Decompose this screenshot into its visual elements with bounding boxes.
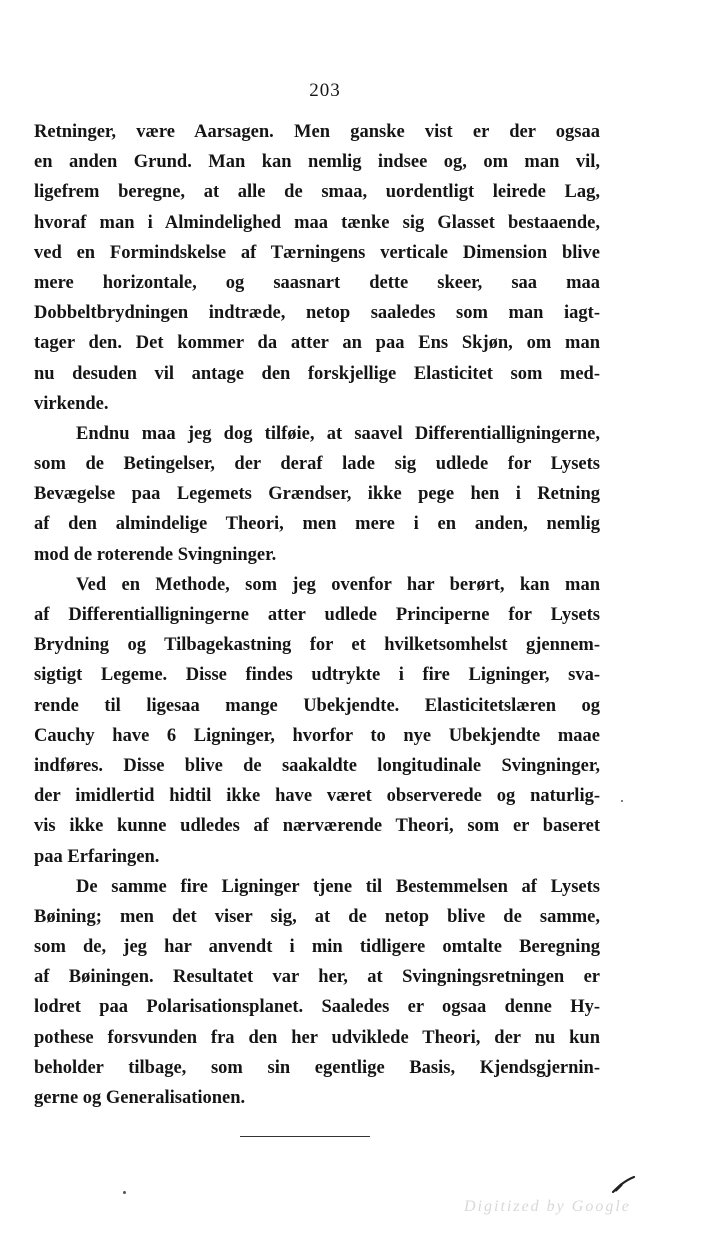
page-number: 203 xyxy=(309,80,341,101)
text-line: Cauchy have 6 Ligninger, hvorfor to nye Ubekjendte maae xyxy=(34,725,600,746)
text-line: som de Betingelser, der deraf lade sig udlede for Lysets xyxy=(34,454,600,475)
text-line: lodret paa Polarisationsplanet. Saaledes er ogsaa denne Hy- xyxy=(34,997,600,1018)
text-line: rende til ligesaa mange Ubekjendte. Elasticitetslæren og xyxy=(34,695,600,716)
text-line: en anden Grund. Man kan nemlig indsee og, om man vil, xyxy=(34,152,600,173)
text-line: virkende. xyxy=(34,393,109,414)
text-line: Bøining; men det viser sig, at de netop blive de samme, xyxy=(34,906,600,927)
text-line: hvoraf man i Almindelighed maa tænke sig Glasset bestaaende, xyxy=(34,212,600,233)
text-line: mod de roterende Svingninger. xyxy=(34,544,277,565)
text-line: Bevægelse paa Legemets Grændser, ikke pege hen i Retning xyxy=(34,484,600,505)
end-rule xyxy=(240,1136,370,1137)
text-line: pothese forsvunden fra den her udviklede Theori, der nu kun xyxy=(34,1027,600,1048)
digitization-watermark: Digitized by Google xyxy=(464,1198,631,1215)
text-line: ligefrem beregne, at alle de smaa, uordentligt leirede Lag, xyxy=(34,182,600,203)
text-line: tager den. Det kommer da atter an paa Ens Skjøn, om man xyxy=(34,333,600,354)
text-line: indføres. Disse blive de saakaldte longitudinale Svingninger, xyxy=(34,755,600,776)
body-text xyxy=(34,117,600,1113)
text-line: Endnu maa jeg dog tilføie, at saavel Differentialligningerne, xyxy=(76,423,600,444)
text-line: De samme fire Ligninger tjene til Bestemmelsen af Lysets xyxy=(76,876,600,897)
ink-speck xyxy=(123,1191,126,1194)
ink-speck xyxy=(621,800,623,802)
text-line: Dobbeltbrydningen indtræde, netop saaledes som man iagt- xyxy=(34,303,600,324)
text-line: af Bøiningen. Resultatet var her, at Svingningsretningen er xyxy=(34,967,600,988)
text-line: beholder tilbage, som sin egentlige Basis, Kjendsgjernin- xyxy=(34,1057,600,1078)
text-line: ved en Formindskelse af Tærningens verticale Dimension blive xyxy=(34,242,600,263)
text-line: Retninger, være Aarsagen. Men ganske vist er der ogsaa xyxy=(34,122,600,142)
text-line: sigtigt Legeme. Disse findes udtrykte i fire Ligninger, sva- xyxy=(34,665,600,686)
text-line: som de, jeg har anvendt i min tidligere omtalte Beregning xyxy=(34,937,600,958)
text-line: gerne og Generalisationen. xyxy=(34,1088,246,1108)
text-line: Brydning og Tilbagekastning for et hvilketsomhelst gjennem- xyxy=(34,635,600,656)
text-line: Ved en Methode, som jeg ovenfor har berørt, kan man xyxy=(76,574,600,595)
text-line: af den almindelige Theori, men mere i en anden, nemlig xyxy=(34,514,600,535)
text-line: af Differentialligningerne atter udlede Principerne for Lysets xyxy=(34,605,600,625)
text-line: paa Erfaringen. xyxy=(34,846,160,867)
text-line: der imidlertid hidtil ikke have været observerede og naturlig- xyxy=(34,786,600,807)
text-line: nu desuden vil antage den forskjellige Elasticitet som med- xyxy=(34,363,600,384)
pencil-mark-icon xyxy=(612,1175,636,1193)
text-line: vis ikke kunne udledes af nærværende Theori, som er baseret xyxy=(34,816,600,837)
text-line: mere horizontale, og saasnart dette skeer, saa maa xyxy=(34,272,600,293)
